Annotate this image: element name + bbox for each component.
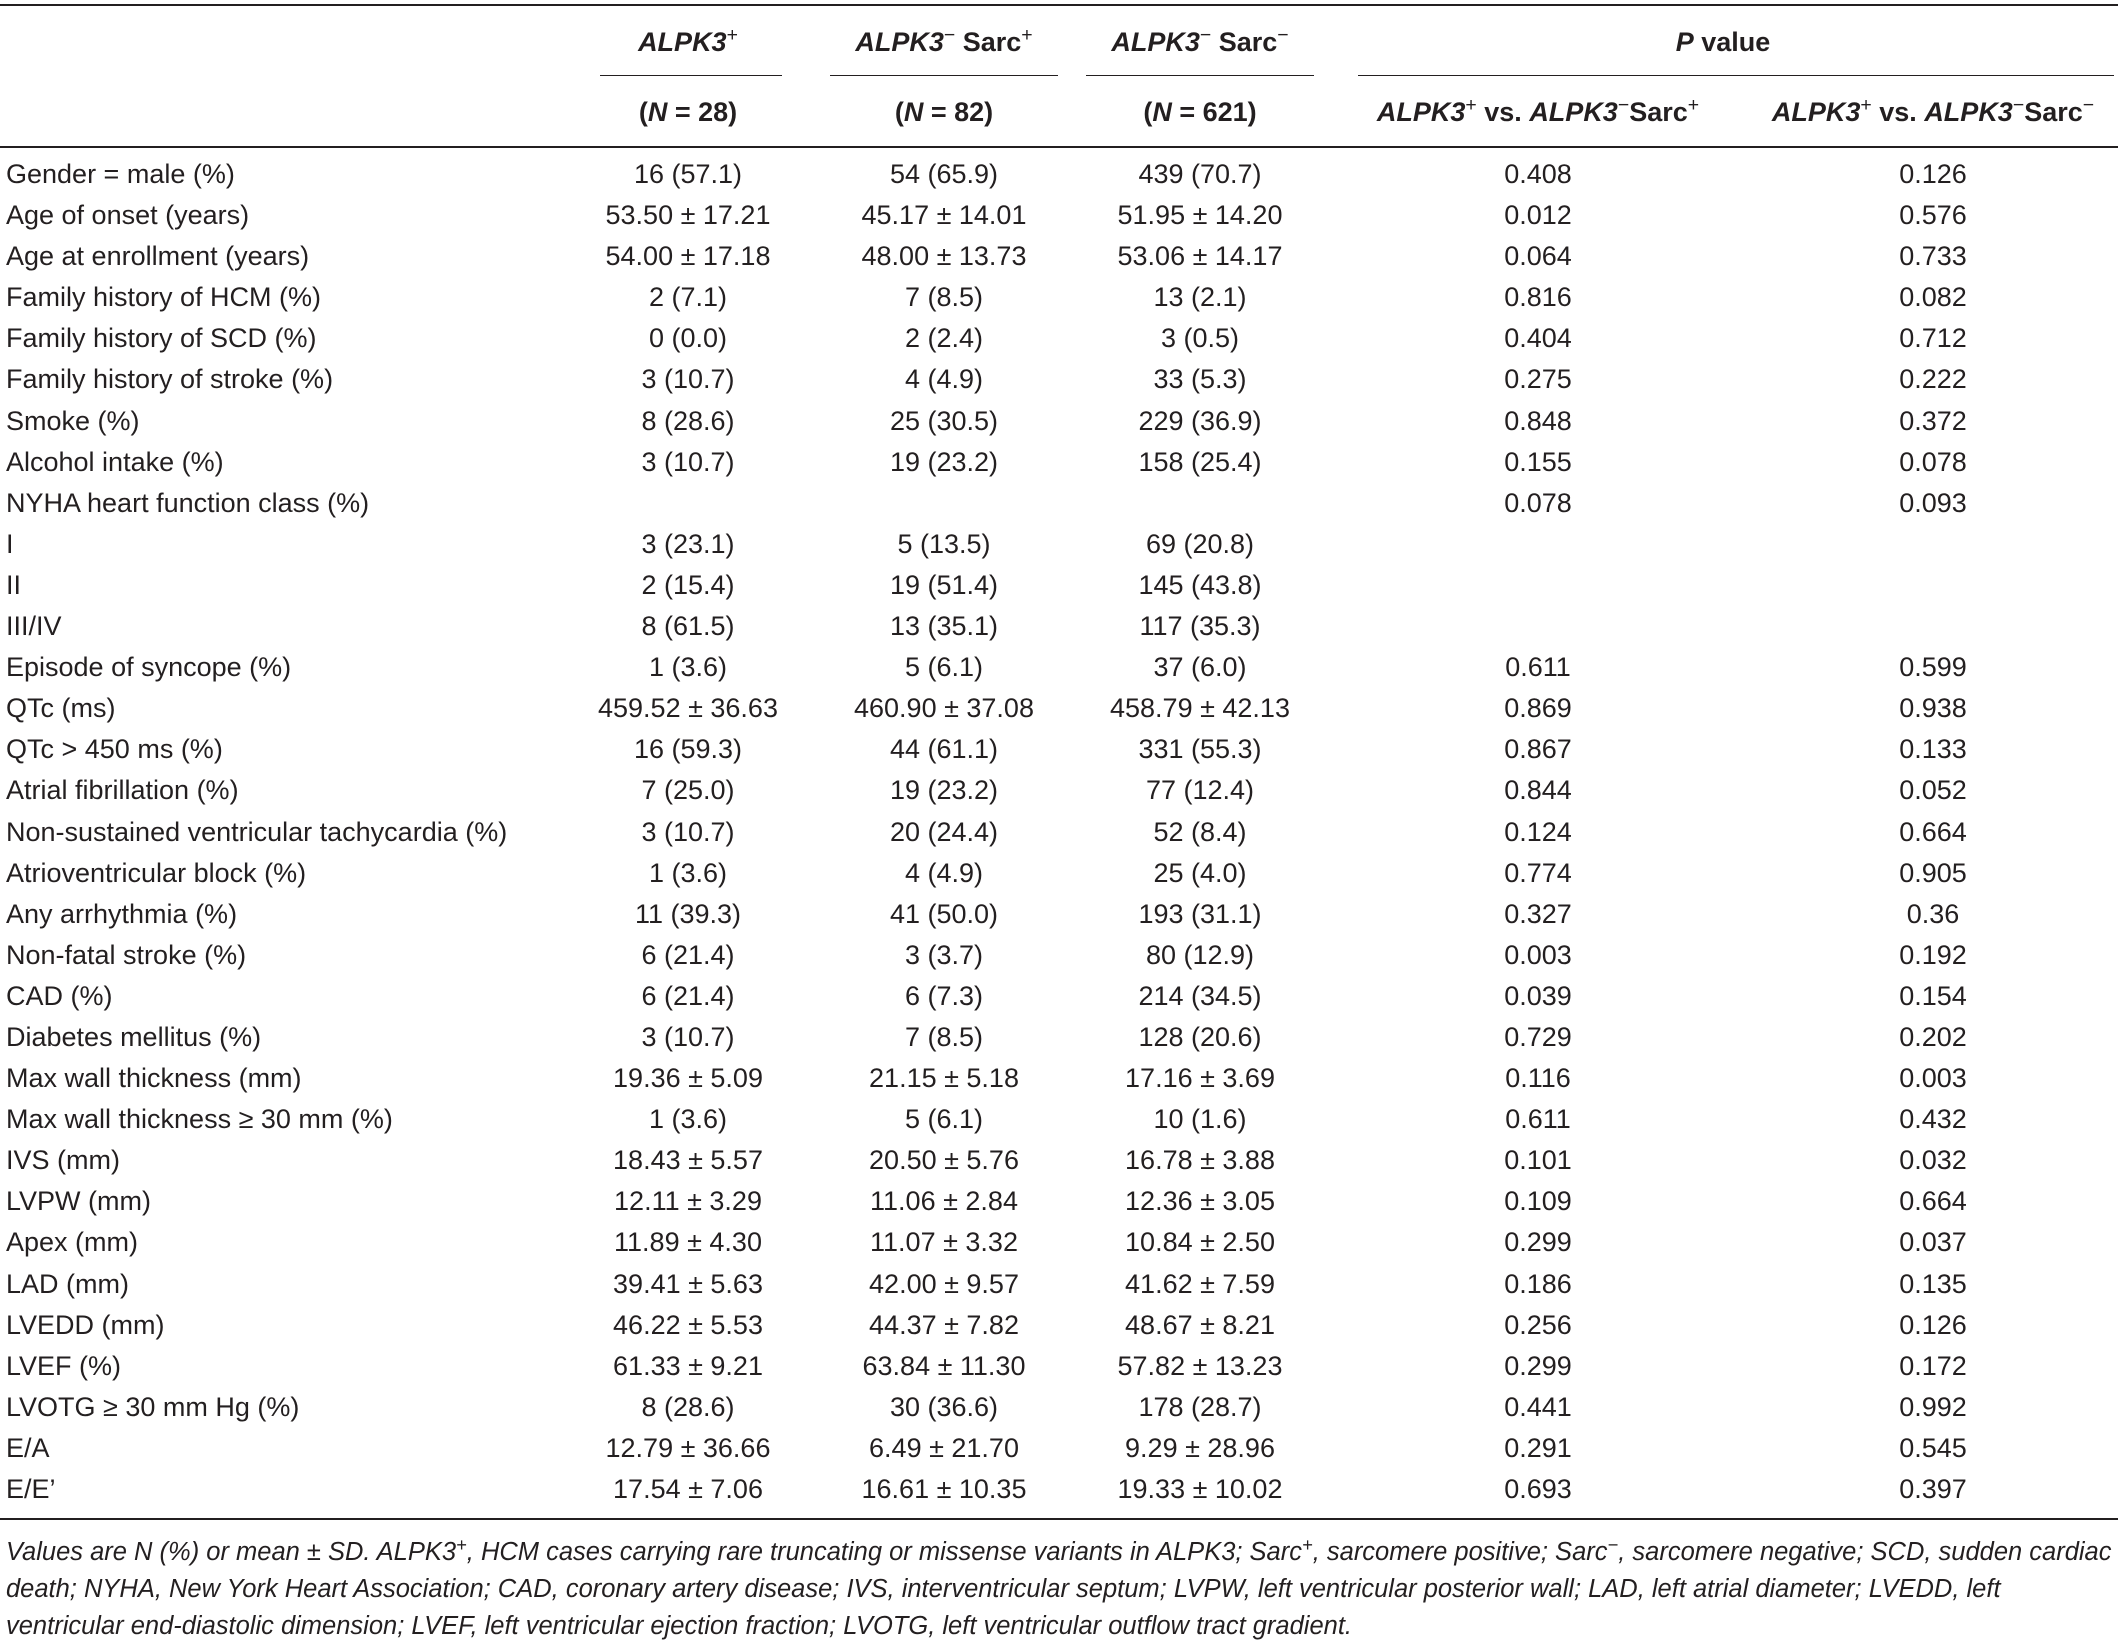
cell-p-value-2: 0.599 — [1899, 652, 1967, 683]
cell-p-value-2: 0.545 — [1899, 1432, 1967, 1463]
row-label: Episode of syncope (%) — [6, 652, 292, 683]
row-label: Smoke (%) — [6, 405, 140, 436]
cell-sarc-negative: 12.36 ± 3.05 — [1125, 1186, 1275, 1217]
cell-sarc-negative: 17.16 ± 3.69 — [1125, 1063, 1275, 1094]
cell-p-value-1: 0.064 — [1504, 241, 1572, 272]
cell-alpk3-positive: 11 (39.3) — [634, 898, 742, 929]
cell-p-value-1: 0.729 — [1504, 1021, 1572, 1052]
cell-p-value-2: 0.082 — [1899, 282, 1967, 313]
cell-alpk3-positive: 1 (3.6) — [648, 652, 728, 683]
cell-sarc-positive: 20.50 ± 5.76 — [869, 1145, 1019, 1176]
row-label: LVPW (mm) — [6, 1186, 151, 1217]
cell-alpk3-positive: 1 (3.6) — [648, 857, 728, 888]
header-text: Sarc — [962, 26, 1022, 57]
row-label: CAD (%) — [6, 980, 113, 1011]
cell-sarc-negative: 69 (20.8) — [1145, 528, 1255, 559]
cell-p-value-2 — [1748, 565, 2118, 606]
table-row — [0, 1058, 2118, 1099]
cell-p-value-1: 0.404 — [1504, 323, 1572, 354]
cell-p-value-1: 0.186 — [1504, 1268, 1572, 1299]
cell-p-value-2: 0.037 — [1899, 1227, 1967, 1258]
cell-sarc-positive: 20 (24.4) — [889, 816, 999, 847]
table-row — [0, 770, 2118, 811]
cell-p-value-1: 0.693 — [1328, 1469, 1748, 1519]
footnote-sup: + — [1301, 1533, 1313, 1555]
header-text: = 621) — [1171, 96, 1257, 127]
row-label: E/E’ — [0, 1469, 560, 1519]
table-row — [0, 812, 2118, 853]
cell-sarc-negative: 458.79 ± 42.13 — [1110, 693, 1290, 724]
cell-p-value-1: 0.155 — [1504, 446, 1572, 477]
header-text: ALPK3 — [638, 26, 727, 57]
cell-sarc-negative: 57.82 ± 13.23 — [1117, 1350, 1283, 1381]
cell-sarc-positive: 44 (61.1) — [889, 734, 999, 765]
cell-p-value-2: 0.078 — [1899, 446, 1967, 477]
header-text: ( — [1143, 96, 1153, 127]
cell-p-value-2: 0.397 — [1748, 1469, 2118, 1519]
header-text: N — [1152, 96, 1172, 127]
cell-sarc-positive: 2 (2.4) — [904, 323, 984, 354]
cell-alpk3-positive: 19.36 ± 5.09 — [613, 1063, 763, 1094]
table-row — [0, 401, 2118, 442]
header-sup: − — [2082, 93, 2095, 116]
row-label: Alcohol intake (%) — [6, 446, 224, 477]
cell-sarc-positive: 16.61 ± 10.35 — [816, 1469, 1072, 1519]
row-label: Age of onset (years) — [6, 200, 250, 231]
header-n-sarc-positive — [816, 78, 1072, 147]
row-label: NYHA heart function class (%) — [6, 487, 370, 518]
cell-alpk3-positive: 11.89 ± 4.30 — [614, 1227, 762, 1258]
cell-p-value-1: 0.327 — [1504, 898, 1572, 929]
cell-sarc-positive: 19 (51.4) — [889, 569, 999, 600]
header-text: ALPK3 — [1376, 96, 1466, 127]
cell-sarc-negative: 3 (0.5) — [1160, 323, 1240, 354]
cell-alpk3-positive: 12.79 ± 36.66 — [605, 1432, 771, 1463]
cell-alpk3-positive: 12.11 ± 3.29 — [614, 1186, 762, 1217]
header-underline — [830, 75, 1058, 76]
footnote-text — [6, 1534, 2112, 1645]
row-label: I — [6, 528, 14, 559]
cell-sarc-negative: 193 (31.1) — [1138, 898, 1262, 929]
cell-alpk3-positive: 2 (15.4) — [641, 569, 735, 600]
row-label: Non-fatal stroke (%) — [6, 939, 247, 970]
row-label: QTc > 450 ms (%) — [6, 734, 223, 765]
row-label: Non-sustained ventricular tachycardia (%) — [6, 816, 508, 847]
cell-p-value-2: 0.733 — [1899, 241, 1967, 272]
row-label: II — [6, 569, 22, 600]
cell-alpk3-positive: 3 (10.7) — [641, 446, 735, 477]
cell-p-value-1 — [1328, 565, 1748, 606]
table-row — [0, 688, 2118, 729]
footnote-segment: , HCM cases carrying rare truncating or missense variants in ALPK3; Sarc — [466, 1538, 1302, 1566]
cell-alpk3-positive: 3 (23.1) — [641, 528, 735, 559]
header-sup: − — [1199, 23, 1212, 46]
cell-sarc-positive: 42.00 ± 9.57 — [869, 1268, 1019, 1299]
header-text: ALPK3 — [1529, 96, 1618, 127]
header-blank — [0, 6, 560, 78]
cell-sarc-positive: 5 (13.5) — [897, 528, 991, 559]
cell-p-value-1: 0.012 — [1504, 200, 1572, 231]
cell-sarc-positive: 11.06 ± 2.84 — [870, 1186, 1018, 1217]
cell-p-value-1: 0.039 — [1504, 980, 1572, 1011]
table-row — [0, 1181, 2118, 1222]
row-label: Family history of SCD (%) — [6, 323, 317, 354]
cell-p-value-1: 0.299 — [1504, 1227, 1572, 1258]
cell-p-value-2: 0.126 — [1899, 1309, 1967, 1340]
table-row — [0, 1222, 2118, 1263]
header-text: = 82) — [923, 96, 994, 127]
cell-p-value-1: 0.116 — [1505, 1063, 1571, 1094]
cell-p-value-1: 0.124 — [1504, 816, 1572, 847]
row-label: IVS (mm) — [6, 1145, 120, 1176]
row-label: Atrial fibrillation (%) — [6, 775, 239, 806]
cell-p-value-1: 0.611 — [1505, 652, 1571, 683]
header-sup: + — [1860, 93, 1872, 116]
cell-sarc-positive: 11.07 ± 3.32 — [870, 1227, 1018, 1258]
cell-sarc-negative: 439 (70.7) — [1138, 159, 1262, 189]
cell-p-value-2: 0.992 — [1899, 1391, 1967, 1422]
cell-p-value-1: 0.611 — [1505, 1104, 1571, 1135]
table-row — [0, 1264, 2118, 1305]
header-underline — [1086, 75, 1314, 76]
row-label: Family history of HCM (%) — [6, 282, 322, 313]
cell-alpk3-positive: 2 (7.1) — [648, 282, 728, 313]
cell-sarc-negative: 25 (4.0) — [1153, 857, 1247, 888]
cell-p-value-2: 0.664 — [1899, 816, 1967, 847]
row-label: Any arrhythmia (%) — [6, 898, 238, 929]
cell-sarc-negative: 128 (20.6) — [1138, 1021, 1262, 1052]
row-label: Diabetes mellitus (%) — [6, 1021, 262, 1052]
cell-p-value-1: 0.844 — [1504, 775, 1572, 806]
header-group-alpk3-neg-sarc-neg — [1072, 6, 1328, 78]
cell-alpk3-positive: 16 (59.3) — [633, 734, 743, 765]
cell-sarc-negative: 13 (2.1) — [1153, 282, 1247, 313]
cell-p-value-2: 0.172 — [1899, 1350, 1967, 1381]
cell-sarc-negative: 214 (34.5) — [1138, 980, 1262, 1011]
cell-p-value-2: 0.938 — [1899, 693, 1967, 724]
cell-sarc-negative: 19.33 ± 10.02 — [1072, 1469, 1328, 1519]
cell-p-value-2: 0.154 — [1899, 980, 1967, 1011]
cell-sarc-negative: 9.29 ± 28.96 — [1125, 1432, 1275, 1463]
table-row — [0, 442, 2118, 483]
cell-sarc-negative: 331 (55.3) — [1138, 734, 1262, 765]
cell-sarc-positive: 45.17 ± 14.01 — [861, 200, 1027, 231]
cell-alpk3-positive: 1 (3.6) — [648, 1104, 728, 1135]
cell-p-value-2: 0.372 — [1899, 405, 1967, 436]
cell-alpk3-positive: 3 (10.7) — [641, 364, 735, 395]
cell-p-value-1: 0.848 — [1504, 405, 1572, 436]
cell-sarc-positive: 4 (4.9) — [904, 857, 984, 888]
cell-p-value-2: 0.003 — [1899, 1063, 1967, 1094]
cell-p-value-1: 0.408 — [1504, 159, 1572, 189]
cell-alpk3-positive: 3 (10.7) — [641, 816, 735, 847]
row-label: LVEDD (mm) — [6, 1309, 165, 1340]
header-sup: − — [1617, 93, 1630, 116]
cell-sarc-negative: 51.95 ± 14.20 — [1117, 200, 1283, 231]
cell-sarc-negative: 33 (5.3) — [1153, 364, 1247, 395]
cell-sarc-negative: 10 (1.6) — [1153, 1104, 1247, 1135]
header-text: ( — [638, 96, 648, 127]
cell-sarc-negative: 145 (43.8) — [1138, 569, 1262, 600]
header-group-alpk3-neg-sarc-pos — [816, 6, 1072, 78]
header-group-p-value — [1328, 6, 2118, 78]
cell-sarc-negative: 77 (12.4) — [1145, 775, 1255, 806]
table-row — [0, 729, 2118, 770]
cell-sarc-negative: 80 (12.9) — [1145, 939, 1255, 970]
cell-alpk3-positive: 8 (28.6) — [641, 405, 735, 436]
header-n-alpk3-positive — [560, 78, 816, 147]
cell-p-value-2: 0.36 — [1906, 898, 1960, 929]
cell-p-value-1: 0.867 — [1504, 734, 1572, 765]
header-text: = 28) — [667, 96, 738, 127]
header-comparison-1 — [1328, 78, 1748, 147]
cell-sarc-positive: 5 (6.1) — [904, 1104, 984, 1135]
cell-sarc-positive: 3 (3.7) — [904, 939, 984, 970]
cell-sarc-positive: 6.49 ± 21.70 — [869, 1432, 1019, 1463]
cell-sarc-positive: 19 (23.2) — [889, 446, 999, 477]
table-row — [0, 647, 2118, 688]
table-row — [0, 935, 2118, 976]
cell-sarc-positive: 21.15 ± 5.18 — [869, 1063, 1019, 1094]
cell-p-value-1 — [1328, 524, 1748, 565]
cell-p-value-1: 0.109 — [1504, 1186, 1572, 1217]
header-text: N — [647, 96, 668, 127]
table-row — [0, 606, 2118, 647]
header-text: ALPK3 — [855, 26, 944, 57]
cell-p-value-2 — [1748, 606, 2118, 647]
cell-sarc-positive: 19 (23.2) — [889, 775, 999, 806]
cell-sarc-positive: 7 (8.5) — [904, 282, 984, 313]
cell-sarc-positive: 48.00 ± 13.73 — [861, 241, 1027, 272]
cell-p-value-1: 0.299 — [1504, 1350, 1572, 1381]
cell-p-value-2: 0.202 — [1899, 1021, 1967, 1052]
cell-sarc-positive: 25 (30.5) — [889, 405, 999, 436]
cell-p-value-2: 0.032 — [1899, 1145, 1967, 1176]
header-comparison-2 — [1748, 78, 2118, 147]
table-row — [0, 853, 2118, 894]
cell-sarc-negative — [1072, 483, 1328, 524]
cell-sarc-negative: 53.06 ± 14.17 — [1117, 241, 1283, 272]
cell-p-value-1: 0.078 — [1504, 487, 1572, 518]
header-sup: − — [1277, 23, 1289, 46]
table-row — [0, 359, 2118, 400]
cell-sarc-positive: 30 (36.6) — [889, 1391, 999, 1422]
cell-alpk3-positive: 8 (61.5) — [641, 611, 735, 642]
cell-sarc-negative: 117 (35.3) — [1139, 611, 1261, 642]
row-label: Age at enrollment (years) — [6, 241, 310, 272]
cell-sarc-negative: 37 (6.0) — [1153, 652, 1247, 683]
table-row — [0, 1346, 2118, 1387]
header-text: ALPK3 — [1111, 26, 1200, 57]
cell-p-value-2: 0.576 — [1899, 200, 1967, 231]
header-text: ALPK3 — [1924, 96, 2013, 127]
table-row — [0, 1140, 2118, 1181]
header-text: Sarc — [1629, 96, 1688, 127]
cell-p-value-1: 0.003 — [1504, 939, 1572, 970]
cell-alpk3-positive: 18.43 ± 5.57 — [613, 1145, 763, 1176]
cell-alpk3-positive: 17.54 ± 7.06 — [560, 1469, 816, 1519]
cell-sarc-negative: 41.62 ± 7.59 — [1125, 1268, 1275, 1299]
cell-p-value-2: 0.712 — [1899, 323, 1967, 354]
row-label: Family history of stroke (%) — [6, 364, 334, 395]
cell-alpk3-positive: 16 (57.1) — [633, 159, 743, 189]
cell-p-value-1: 0.774 — [1504, 857, 1572, 888]
cell-sarc-negative: 178 (28.7) — [1138, 1391, 1262, 1422]
row-label: Max wall thickness (mm) — [6, 1063, 302, 1094]
header-sup: + — [1687, 93, 1700, 116]
header-text: vs. — [1871, 96, 1925, 127]
header-text: vs. — [1476, 96, 1530, 127]
header-text: P — [1675, 26, 1694, 57]
cell-p-value-1: 0.816 — [1504, 282, 1572, 313]
cell-sarc-positive: 13 (35.1) — [889, 611, 999, 642]
cell-p-value-1: 0.275 — [1504, 364, 1572, 395]
header-text: N — [903, 96, 924, 127]
cell-p-value-1 — [1328, 606, 1748, 647]
cell-alpk3-positive: 39.41 ± 5.63 — [613, 1268, 763, 1299]
cell-alpk3-positive: 8 (28.6) — [641, 1391, 735, 1422]
table-row — [0, 1305, 2118, 1346]
cell-p-value-2: 0.432 — [1899, 1104, 1967, 1135]
cell-sarc-positive — [816, 483, 1072, 524]
cell-sarc-negative: 16.78 ± 3.88 — [1125, 1145, 1275, 1176]
table-row — [0, 894, 2118, 935]
cell-sarc-positive: 4 (4.9) — [904, 364, 984, 395]
row-label: QTc (ms) — [6, 693, 116, 724]
cell-alpk3-positive: 61.33 ± 9.21 — [613, 1350, 763, 1381]
table-row — [0, 524, 2118, 565]
header-text: ( — [894, 96, 904, 127]
header-sup: + — [1465, 93, 1477, 116]
table-row — [0, 236, 2118, 277]
cell-p-value-1: 0.869 — [1504, 693, 1572, 724]
header-underline — [600, 75, 782, 76]
header-sup: + — [1021, 23, 1033, 46]
table-row — [0, 1428, 2118, 1469]
footnote-segment: Values are N (%) or mean ± SD. ALPK3 — [6, 1538, 457, 1566]
cell-sarc-negative: 52 (8.4) — [1153, 816, 1247, 847]
cell-sarc-positive: 41 (50.0) — [889, 898, 999, 929]
cell-sarc-positive: 54 (65.9) — [889, 159, 999, 189]
cell-p-value-1: 0.101 — [1504, 1145, 1572, 1176]
cell-sarc-negative: 229 (36.9) — [1138, 405, 1262, 436]
table-row — [0, 195, 2118, 236]
cell-p-value-2: 0.052 — [1899, 775, 1967, 806]
header-n-sarc-negative — [1072, 78, 1328, 147]
cell-sarc-negative: 158 (25.4) — [1138, 446, 1262, 477]
cell-p-value-2: 0.126 — [1899, 159, 1967, 189]
header-sup: − — [943, 23, 956, 46]
table-row — [0, 318, 2118, 359]
footnote-sup: + — [456, 1533, 467, 1555]
cell-alpk3-positive — [560, 483, 816, 524]
cell-p-value-2: 0.133 — [1899, 734, 1967, 765]
table-row — [0, 483, 2118, 524]
row-label: LVOTG ≥ 30 mm Hg (%) — [6, 1391, 300, 1422]
cell-sarc-positive: 7 (8.5) — [904, 1021, 984, 1052]
cell-p-value-1: 0.291 — [1504, 1432, 1572, 1463]
header-blank — [0, 78, 560, 147]
row-label: E/A — [6, 1432, 50, 1463]
cell-p-value-1: 0.441 — [1504, 1391, 1572, 1422]
row-label: III/IV — [6, 611, 62, 642]
cell-sarc-positive: 6 (7.3) — [904, 980, 984, 1011]
table-row — [0, 147, 2118, 195]
header-underline — [1358, 75, 2114, 76]
header-text: Sarc — [2024, 96, 2083, 127]
cell-alpk3-positive: 6 (21.4) — [641, 980, 735, 1011]
table-row — [0, 976, 2118, 1017]
row-label: LVEF (%) — [6, 1350, 122, 1381]
cell-alpk3-positive: 53.50 ± 17.21 — [605, 200, 771, 231]
cell-alpk3-positive: 3 (10.7) — [641, 1021, 735, 1052]
header-sup: − — [2012, 93, 2025, 116]
table-row — [0, 1017, 2118, 1058]
header-text: value — [1701, 26, 1771, 57]
footnote-segment: , sarcomere negative; SCD, sudden cardiac death; NYHA, New York Heart Association; CAD, coronary artery disease; IVS, interventricular septum; LVPW, left ventricular posterior wall; LAD, left atrial diameter; LVEDD, left ventricular end-diastolic dimension; LVEF, left ventricular ejection fraction; LVOTG, left ventricular outflow tract gradient. — [6, 1538, 2112, 1640]
cell-p-value-2: 0.664 — [1899, 1186, 1967, 1217]
table-footnote — [6, 1534, 2112, 1645]
row-label: LAD (mm) — [6, 1268, 129, 1299]
cell-sarc-positive: 63.84 ± 11.30 — [862, 1350, 1026, 1381]
cell-sarc-positive: 44.37 ± 7.82 — [869, 1309, 1019, 1340]
table-body — [0, 147, 2118, 1519]
cell-p-value-1: 0.256 — [1504, 1309, 1572, 1340]
table-row — [0, 1387, 2118, 1428]
cell-alpk3-positive: 0 (0.0) — [648, 323, 728, 354]
table-row — [0, 277, 2118, 318]
cell-alpk3-positive: 6 (21.4) — [641, 939, 735, 970]
table-row — [0, 565, 2118, 606]
footnote-sup: − — [1607, 1533, 1619, 1555]
table-row — [0, 1469, 2118, 1519]
header-row-counts — [0, 78, 2118, 147]
cell-sarc-positive: 5 (6.1) — [904, 652, 984, 683]
cell-p-value-2: 0.192 — [1899, 939, 1967, 970]
header-text: Sarc — [1218, 26, 1278, 57]
cell-sarc-negative: 48.67 ± 8.21 — [1125, 1309, 1275, 1340]
header-text: ALPK3 — [1771, 96, 1861, 127]
cell-alpk3-positive: 46.22 ± 5.53 — [613, 1309, 763, 1340]
cell-sarc-positive: 460.90 ± 37.08 — [854, 693, 1034, 724]
row-label: Gender = male (%) — [6, 159, 235, 189]
table-row — [0, 1099, 2118, 1140]
row-label: Apex (mm) — [6, 1227, 139, 1258]
cell-p-value-2: 0.093 — [1899, 487, 1967, 518]
header-row-groups — [0, 6, 2118, 78]
row-label: Atrioventricular block (%) — [6, 857, 307, 888]
header-group-alpk3-positive — [560, 6, 816, 78]
cell-alpk3-positive: 459.52 ± 36.63 — [598, 693, 778, 724]
cell-p-value-2: 0.905 — [1899, 857, 1967, 888]
row-label: Max wall thickness ≥ 30 mm (%) — [6, 1104, 393, 1135]
footnote-segment: , sarcomere positive; Sarc — [1312, 1538, 1608, 1566]
cell-alpk3-positive: 7 (25.0) — [641, 775, 735, 806]
header-sup: + — [726, 23, 738, 46]
results-table — [0, 4, 2118, 1520]
cell-sarc-negative: 10.84 ± 2.50 — [1125, 1227, 1275, 1258]
cell-p-value-2: 0.222 — [1899, 364, 1967, 395]
cell-p-value-2 — [1748, 524, 2118, 565]
cell-alpk3-positive: 54.00 ± 17.18 — [605, 241, 771, 272]
cell-p-value-2: 0.135 — [1899, 1268, 1967, 1299]
